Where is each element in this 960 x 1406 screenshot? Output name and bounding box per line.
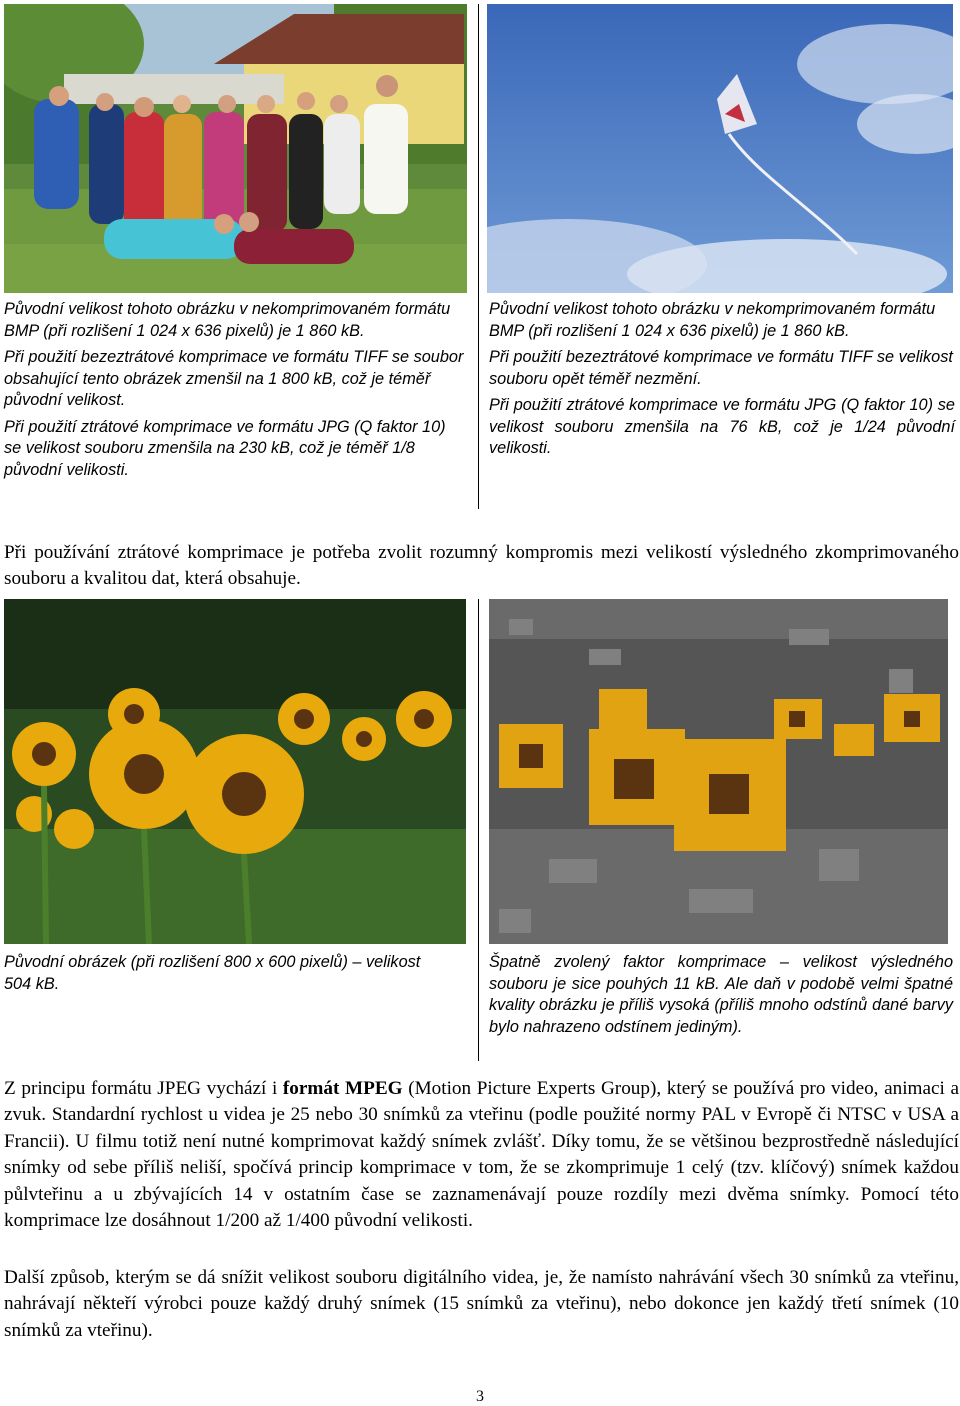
column-divider-lower bbox=[478, 599, 479, 1061]
body-paragraph-2-bold: formát MPEG bbox=[282, 1078, 403, 1099]
caption-top-left-p3: Při použití ztrátové komprimace ve formátu JPG (Q faktor 10) se velikost souboru zmenšila na 230 kB, což je téměř 1/8 původní velikosti. bbox=[4, 417, 446, 479]
caption-bottom-right: Špatně zvolený faktor komprimace – velikost výsledného souboru je sice pouhých 11 kB. Ale daň v podobě velmi špatné kvality obrázku je příliš vysoká (příliš mnoho odstínů dané barvy bylo nahrazeno odstínem jediným). bbox=[489, 953, 953, 1036]
sunflowers-compressed-photo bbox=[489, 599, 948, 944]
body-paragraph-2-rest: (Motion Picture Experts Group), který se používá pro video, animaci a zvuk. Standardní rychlost u videa je 25 nebo 30 snímků za vteřinu (podle použité normy PAL v Evropě či NTSC v USA a Francii). U filmu totiž není nutné komprimovat každý snímek zvlášť. Díky tomu, že se většinou bezprostředně následující snímky od sebe příliš neliší, spočívá princip komprimace v tom, že se zkomprimuje 1 celý (tzv. klíčový) snímek každou půlvteřinu a u zbývajících 14 v ostatním čase se zaznamenávají pouze rozdíly mezi dvěma snímky. Pomocí této komprimace lze dosáhnout 1/200 až 1/400 původní velikosti. bbox=[4, 1078, 959, 1232]
caption-top-right-p1: Původní velikost tohoto obrázku v nekomprimovaném formátu BMP (při rozlišení 1 024 x 636 pixelů) je 1 860 kB. bbox=[489, 300, 936, 340]
body-paragraph-1: Při používání ztrátové komprimace je potřeba zvolit rozumný kompromis mezi velikostí výsledného zkomprimovaného souboru a kvalitou dat, která obsahuje. bbox=[4, 542, 959, 590]
caption-bottom-left: Původní obrázek (při rozlišení 800 x 600 pixelů) – velikost 504 kB. bbox=[4, 953, 421, 993]
body-paragraph-2-start: Z principu formátu JPEG vychází i bbox=[4, 1078, 283, 1099]
caption-top-left-p1: Původní velikost tohoto obrázku v nekomprimovaném formátu BMP (při rozlišení 1 024 x 636 pixelů) je 1 860 kB. bbox=[4, 300, 451, 340]
caption-top-right bbox=[489, 299, 955, 460]
caption-top-right-p3: Při použití ztrátové komprimace ve formátu JPG (Q faktor 10) se velikost souboru zmenšila na 76 kB, což je 1/24 původní velikosti. bbox=[489, 396, 955, 457]
caption-top-left bbox=[4, 299, 464, 481]
kite-photo bbox=[487, 4, 953, 293]
group-photo bbox=[4, 4, 467, 293]
caption-top-left-p2: Při použití bezeztrátové komprimace ve formátu TIFF se soubor obsahující tento obrázek zmenšil na 1 800 kB, což je téměř původní velikost. bbox=[4, 348, 464, 409]
page-number: 3 bbox=[476, 1388, 484, 1405]
body-paragraph-2 bbox=[4, 1076, 959, 1234]
sunflowers-original-photo bbox=[4, 599, 466, 944]
body-paragraph-3: Další způsob, kterým se dá snížit velikost souboru digitálního videa, je, že namísto nahrávání všech 30 snímků za vteřinu, nahrávají někteří výrobci pouze každý druhý snímek (15 snímků za vteřinu), nebo dokonce jen každý třetí snímek (10 snímků za vteřinu). bbox=[4, 1267, 959, 1341]
column-divider bbox=[478, 4, 479, 509]
caption-top-right-p2: Při použití bezeztrátové komprimace ve formátu TIFF se velikost souboru opět téměř nezmění. bbox=[489, 348, 953, 388]
